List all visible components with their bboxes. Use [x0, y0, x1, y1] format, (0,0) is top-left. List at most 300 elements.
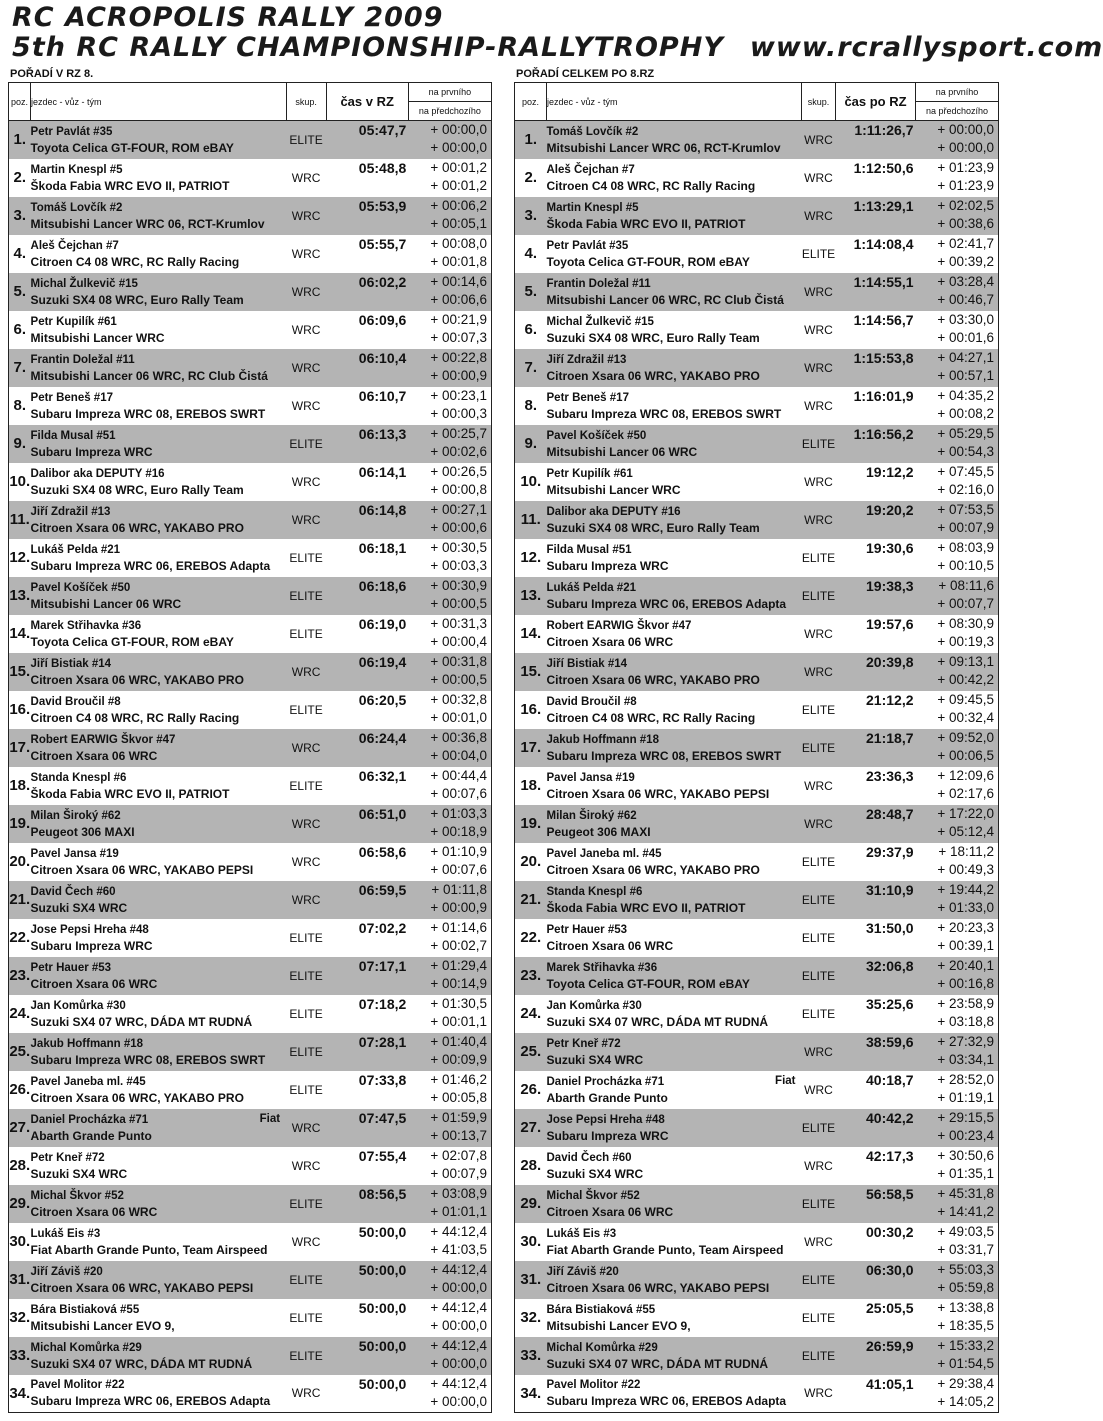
gap-to-previous: + 00:04,0	[430, 747, 487, 763]
time-cell: 06:32,1	[358, 767, 407, 784]
gap-to-previous: + 00:00,5	[430, 671, 487, 687]
table-row	[515, 1109, 999, 1147]
table-row	[515, 729, 999, 767]
driver-name: Milan Široký #62	[546, 809, 637, 822]
gap-cell	[916, 995, 999, 1033]
driver-name: Michal Žulkevič #15	[546, 315, 654, 328]
car-team: Suzuki SX4 08 WRC, Euro Rally Team	[30, 292, 244, 307]
col-driver-header: jezdec - vůz - tým	[31, 83, 287, 121]
table-row	[9, 1071, 492, 1109]
position-cell: 11.	[520, 511, 541, 528]
time-cell: 50:00,0	[358, 1299, 407, 1316]
gap-to-first: + 05:29,5	[937, 425, 994, 441]
group-cell: WRC	[804, 778, 833, 793]
gap-to-first: + 29:15,5	[937, 1109, 994, 1125]
table-row	[515, 957, 999, 995]
gap-to-first: + 00:25,7	[430, 425, 487, 441]
position-cell: 5.	[524, 283, 537, 300]
table-row	[515, 653, 999, 691]
group-cell: WRC	[291, 1386, 321, 1401]
table-row	[515, 235, 999, 273]
gap-cell	[408, 1033, 491, 1071]
gap-to-previous: + 00:00,3	[430, 405, 487, 421]
position-cell: 17.	[520, 739, 542, 756]
driver-name: Jiří Bistiak #14	[30, 657, 112, 670]
col-prev-header: na předchozího	[408, 102, 491, 121]
driver-cell	[547, 729, 802, 767]
table-row	[9, 843, 492, 881]
table-row	[515, 767, 999, 805]
driver-cell	[547, 1299, 802, 1337]
page-subtitle	[12, 32, 1103, 63]
gap-to-previous: + 00:46,7	[937, 291, 994, 307]
group-cell: WRC	[804, 398, 833, 413]
gap-cell	[408, 539, 491, 577]
position-cell: 16.	[520, 701, 542, 718]
gap-to-previous: + 00:57,1	[937, 367, 994, 383]
driver-name: Petr Kneř #72	[546, 1037, 621, 1050]
position-cell: 10.	[9, 473, 31, 490]
car-team: Citroen Xsara 06 WRC, YAKABO PRO	[30, 1090, 244, 1105]
car-team: Citroen Xsara 06 WRC, YAKABO PRO	[546, 368, 760, 383]
gap-to-first: + 00:21,9	[430, 311, 487, 327]
gap-to-previous: + 01:19,1	[937, 1089, 994, 1105]
gap-to-first: + 07:45,5	[937, 463, 994, 479]
driver-name: Aleš Čejchan #7	[546, 163, 635, 176]
position-cell: 33.	[520, 1347, 542, 1364]
gap-cell	[408, 273, 491, 311]
driver-name: Pavel Jansa #19	[30, 847, 119, 860]
driver-name: Michal Škvor #52	[546, 1189, 640, 1202]
gap-to-first: + 09:13,1	[937, 653, 994, 669]
gap-to-first: + 44:12,4	[430, 1375, 487, 1391]
time-cell: 1:14:56,7	[853, 311, 914, 328]
gap-to-first: + 00:30,5	[430, 539, 487, 555]
group-cell: WRC	[804, 1234, 833, 1249]
position-cell: 23.	[520, 967, 542, 984]
group-cell: ELITE	[289, 968, 323, 983]
gap-to-first: + 01:03,3	[430, 805, 487, 821]
position-cell: 8.	[524, 397, 537, 414]
driver-name: Petr Hauer #53	[546, 923, 628, 936]
gap-to-first: + 20:23,3	[937, 919, 994, 935]
table-row	[515, 425, 999, 463]
position-cell: 15.	[9, 663, 31, 680]
driver-name: Lukáš Eis #3	[30, 1227, 101, 1240]
gap-to-previous: + 00:05,8	[430, 1089, 487, 1105]
gap-to-previous: + 00:00,0	[430, 140, 487, 155]
car-team: Citroen Xsara 06 WRC, YAKABO PEPSI	[546, 1280, 770, 1295]
group-cell: WRC	[291, 854, 321, 869]
group-cell: WRC	[804, 512, 833, 527]
time-cell: 1:15:53,8	[853, 349, 914, 366]
car-team: Abarth Grande Punto	[30, 1128, 152, 1143]
time-cell: 50:00,0	[358, 1337, 407, 1354]
gap-to-previous: + 01:33,0	[937, 899, 994, 915]
driver-name: Standa Knespl #6	[30, 771, 127, 784]
gap-cell	[916, 501, 999, 539]
car-team: Citroen Xsara 06 WRC, YAKABO PEPSI	[30, 1280, 254, 1295]
driver-cell	[31, 729, 287, 767]
time-cell: 1:14:08,4	[853, 235, 914, 252]
gap-to-first: + 00:23,1	[430, 387, 487, 403]
group-cell: ELITE	[289, 132, 323, 147]
position-cell: 26.	[520, 1081, 542, 1098]
car-team: Subaru Impreza WRC 06, EREBOS Adapta	[30, 1394, 271, 1409]
gap-cell	[916, 729, 999, 767]
group-cell: WRC	[291, 246, 321, 261]
gap-to-previous: + 00:49,3	[937, 861, 994, 877]
group-cell: WRC	[291, 398, 321, 413]
table-row	[9, 235, 492, 273]
driver-name: Michal Komůrka #29	[546, 1341, 658, 1354]
group-cell: WRC	[291, 208, 321, 223]
gap-to-first: + 00:06,2	[430, 197, 487, 213]
gap-cell	[408, 1071, 491, 1109]
car-team: Citroen Xsara 06 WRC	[30, 748, 158, 763]
car-team: Mitsubishi Lancer EVO 9,	[546, 1318, 691, 1333]
driver-name: Robert EARWIG Škvor #47	[30, 733, 176, 746]
time-cell: 20:39,8	[866, 653, 914, 670]
stage-results-body	[9, 121, 492, 1413]
time-cell: 05:47,7	[358, 122, 407, 138]
driver-cell	[547, 349, 802, 387]
gap-cell	[408, 1337, 491, 1375]
driver-cell	[31, 1033, 287, 1071]
gap-cell	[408, 577, 491, 615]
gap-to-first: + 17:22,0	[937, 805, 994, 821]
group-cell: WRC	[804, 284, 833, 299]
gap-to-first: + 44:12,4	[430, 1261, 487, 1277]
position-cell: 21.	[520, 891, 542, 908]
col-driver-header: jezdec - vůz - tým	[547, 83, 802, 121]
position-cell: 20.	[520, 853, 542, 870]
gap-cell	[408, 919, 491, 957]
gap-to-first: + 20:40,1	[937, 957, 994, 973]
driver-cell	[547, 577, 802, 615]
gap-cell	[408, 995, 491, 1033]
table-row	[9, 1109, 492, 1147]
car-team: Subaru Impreza WRC 08, EREBOS SWRT	[30, 1052, 266, 1067]
position-cell: 9.	[524, 435, 537, 452]
car-team: Subaru Impreza WRC	[546, 558, 669, 573]
gap-cell	[916, 615, 999, 653]
driver-cell	[31, 919, 287, 957]
gap-to-first: + 29:38,4	[937, 1375, 994, 1391]
group-cell: ELITE	[289, 930, 323, 945]
group-cell: ELITE	[801, 1310, 836, 1325]
car-team: Suzuki SX4 08 WRC, Euro Rally Team	[546, 330, 760, 345]
time-cell: 1:11:26,7	[854, 122, 914, 138]
car-team: Citroen Xsara 06 WRC	[546, 1204, 674, 1219]
gap-to-first: + 00:44,4	[430, 767, 487, 783]
table-row	[9, 1223, 492, 1261]
col-prev-header: na předchozího	[916, 102, 999, 121]
driver-cell	[31, 995, 287, 1033]
driver-cell	[31, 235, 287, 273]
gap-to-first: + 01:10,9	[430, 843, 487, 859]
gap-to-previous: + 01:54,5	[937, 1355, 994, 1371]
table-row	[515, 1223, 999, 1261]
car-team: Suzuki SX4 07 WRC, DÁDA MT RUDNÁ	[546, 1356, 769, 1371]
car-team: Subaru Impreza WRC 06, EREBOS Adapta	[546, 596, 787, 611]
car-team: Citroen Xsara 06 WRC, YAKABO PRO	[30, 672, 244, 687]
group-cell: ELITE	[289, 1348, 323, 1363]
driver-name: Jiří Záviš #20	[546, 1265, 619, 1278]
driver-name: Daniel Procházka #71	[546, 1075, 665, 1088]
group-cell: WRC	[291, 170, 321, 185]
table-row	[9, 349, 492, 387]
gap-cell	[408, 463, 491, 501]
position-cell: 25.	[520, 1043, 542, 1060]
gap-to-previous: + 00:14,9	[430, 975, 487, 991]
car-team: Fiat Abarth Grande Punto, Team Airspeed	[30, 1242, 268, 1257]
time-cell: 06:09,6	[358, 311, 407, 328]
group-cell: ELITE	[801, 892, 836, 907]
car-team: Mitsubishi Lancer 06 WRC	[546, 444, 698, 459]
position-cell: 29.	[9, 1195, 31, 1212]
group-cell: ELITE	[289, 626, 323, 641]
driver-name: Jiří Zdražil #13	[30, 505, 111, 518]
table-row	[515, 121, 999, 159]
driver-cell	[31, 501, 287, 539]
car-team: Subaru Impreza WRC	[30, 444, 153, 459]
table-row	[9, 463, 492, 501]
gap-cell	[916, 349, 999, 387]
gap-to-previous: + 00:00,0	[937, 140, 994, 155]
overall-results-body	[515, 121, 999, 1413]
table-row	[9, 159, 492, 197]
driver-cell	[547, 159, 802, 197]
group-cell: WRC	[291, 284, 321, 299]
gap-to-previous: + 00:00,4	[430, 633, 487, 649]
gap-cell	[916, 1109, 999, 1147]
time-cell: 41:05,1	[866, 1375, 914, 1392]
group-cell: ELITE	[801, 1348, 836, 1363]
driver-name: Marek Střihavka #36	[30, 619, 142, 632]
time-cell: 05:55,7	[358, 235, 407, 252]
driver-name: David Broučil #8	[546, 695, 637, 708]
gap-cell	[916, 1337, 999, 1375]
time-cell: 00:30,2	[866, 1223, 914, 1240]
driver-cell	[547, 501, 802, 539]
gap-to-first: + 00:32,8	[430, 691, 487, 707]
gap-cell	[408, 1185, 491, 1223]
time-cell: 06:14,1	[358, 463, 407, 480]
gap-to-first: + 02:02,5	[937, 197, 994, 213]
driver-cell	[31, 387, 287, 425]
position-cell: 12.	[9, 549, 31, 566]
gap-to-first: + 00:01,2	[430, 159, 487, 175]
car-team: Subaru Impreza WRC 06, EREBOS Adapta	[30, 558, 271, 573]
table-row	[515, 615, 999, 653]
gap-to-previous: + 00:07,9	[430, 1165, 487, 1181]
group-cell: WRC	[291, 360, 321, 375]
car-team: Subaru Impreza WRC 08, EREBOS SWRT	[30, 406, 266, 421]
group-cell: ELITE	[801, 246, 836, 261]
stage-results-table	[8, 82, 492, 1413]
group-cell: WRC	[291, 322, 321, 337]
position-cell: 1.	[524, 131, 537, 149]
gap-to-first: + 01:59,9	[430, 1109, 487, 1125]
table-row	[9, 805, 492, 843]
table-row	[515, 1261, 999, 1299]
gap-cell	[408, 501, 491, 539]
car-team: Citroen C4 08 WRC, RC Rally Racing	[546, 178, 756, 193]
time-cell: 06:18,6	[358, 577, 407, 594]
position-cell: 30.	[520, 1233, 542, 1250]
time-cell: 19:30,6	[866, 539, 914, 556]
driver-cell	[547, 957, 802, 995]
group-cell: WRC	[804, 1082, 833, 1097]
driver-name: Petr Hauer #53	[30, 961, 112, 974]
driver-name: Jakub Hoffmann #18	[546, 733, 659, 746]
car-team: Mitsubishi Lancer WRC	[30, 330, 165, 345]
driver-name: Pavel Košíček #50	[30, 581, 131, 594]
time-cell: 38:59,6	[866, 1033, 914, 1050]
driver-name: Michal Žulkevič #15	[30, 277, 138, 290]
group-cell: WRC	[291, 474, 321, 489]
gap-cell	[408, 729, 491, 767]
group-cell: WRC	[804, 664, 833, 679]
position-cell: 13.	[520, 587, 542, 604]
car-team: Fiat Abarth Grande Punto, Team Airspeed	[546, 1242, 784, 1257]
driver-cell	[31, 1223, 287, 1261]
group-cell: WRC	[291, 1158, 321, 1173]
gap-to-previous: + 00:07,6	[430, 785, 487, 801]
gap-to-previous: + 00:06,5	[937, 747, 994, 763]
driver-name: Petr Pavlát #35	[546, 239, 629, 252]
table-row	[9, 1337, 492, 1375]
gap-to-previous: + 00:05,1	[430, 215, 487, 231]
group-cell: ELITE	[801, 740, 836, 755]
driver-name: Pavel Jansa #19	[546, 771, 635, 784]
gap-cell	[408, 691, 491, 729]
car-team: Citroen C4 08 WRC, RC Rally Racing	[546, 710, 756, 725]
gap-to-previous: + 00:19,3	[937, 633, 994, 649]
table-row	[515, 1033, 999, 1071]
group-cell: ELITE	[801, 1272, 836, 1287]
driver-name: Petr Kupilík #61	[30, 315, 117, 328]
position-cell: 16.	[9, 701, 31, 718]
table-row	[9, 539, 492, 577]
time-cell: 06:18,1	[358, 539, 407, 556]
time-cell: 06:14,8	[358, 501, 407, 518]
car-make-note: Fiat	[259, 1112, 281, 1125]
position-cell: 14.	[9, 625, 31, 642]
group-cell: ELITE	[289, 702, 323, 717]
gap-cell	[408, 197, 491, 235]
position-cell: 17.	[9, 739, 31, 756]
gap-to-first: + 15:33,2	[937, 1337, 994, 1353]
position-cell: 9.	[13, 435, 27, 452]
position-cell: 34.	[9, 1384, 31, 1402]
time-cell: 06:20,5	[358, 691, 407, 708]
group-cell: WRC	[804, 360, 833, 375]
gap-cell	[916, 463, 999, 501]
car-team: Suzuki SX4 08 WRC, Euro Rally Team	[546, 520, 760, 535]
table-row	[9, 121, 492, 159]
gap-cell	[916, 387, 999, 425]
group-cell: WRC	[804, 626, 833, 641]
gap-to-first: + 00:30,9	[430, 577, 487, 593]
driver-cell	[31, 1185, 287, 1223]
driver-name: Pavel Košíček #50	[546, 429, 647, 442]
group-cell: ELITE	[289, 588, 323, 603]
car-team: Citroen Xsara 06 WRC	[30, 1204, 158, 1219]
gap-cell	[408, 1223, 491, 1261]
overall-results-table	[514, 82, 999, 1413]
gap-to-first: + 02:07,8	[430, 1147, 487, 1163]
group-cell: WRC	[291, 1234, 321, 1249]
driver-cell	[31, 273, 287, 311]
driver-cell	[31, 539, 287, 577]
driver-name: Pavel Molitor #22	[30, 1379, 125, 1392]
driver-name: Filda Musal #51	[546, 543, 632, 556]
position-cell: 24.	[9, 1005, 31, 1022]
gap-to-first: + 01:46,2	[430, 1071, 487, 1087]
gap-cell	[408, 121, 491, 159]
table-row	[9, 1261, 492, 1299]
driver-cell	[547, 691, 802, 729]
col-group-header: skup.	[286, 83, 326, 121]
driver-name: Pavel Janeba ml. #45	[30, 1075, 146, 1088]
time-cell: 50:00,0	[358, 1223, 407, 1240]
driver-name: David Čech #60	[546, 1151, 632, 1164]
time-cell: 06:59,5	[358, 881, 407, 898]
group-cell: WRC	[804, 170, 833, 185]
car-team: Citroen Xsara 06 WRC, YAKABO PRO	[30, 520, 244, 535]
gap-to-first: + 18:11,2	[938, 843, 994, 859]
group-cell: ELITE	[289, 1006, 323, 1021]
group-cell: ELITE	[289, 1082, 323, 1097]
gap-cell	[408, 235, 491, 273]
gap-to-previous: + 14:05,2	[937, 1393, 994, 1409]
page-title: RC ACROPOLIS RALLY 2009	[12, 2, 444, 33]
table-row	[515, 273, 999, 311]
driver-name: Dalibor aka DEPUTY #16	[30, 467, 165, 480]
time-cell: 40:18,7	[866, 1071, 914, 1088]
group-cell: WRC	[804, 1044, 833, 1059]
gap-to-previous: + 00:06,6	[430, 291, 487, 307]
driver-cell	[31, 1147, 287, 1185]
gap-to-previous: + 01:23,9	[937, 177, 994, 193]
driver-cell	[31, 1261, 287, 1299]
table-row	[515, 387, 999, 425]
table-row	[515, 919, 999, 957]
driver-name: Dalibor aka DEPUTY #16	[546, 505, 681, 518]
gap-to-previous: + 00:08,2	[937, 405, 994, 421]
driver-cell	[547, 197, 802, 235]
gap-to-previous: + 00:01,2	[430, 177, 487, 193]
position-cell: 21.	[9, 891, 31, 908]
gap-to-previous: + 00:00,9	[430, 899, 487, 915]
group-cell: ELITE	[801, 1196, 836, 1211]
gap-to-previous: + 00:02,6	[430, 443, 487, 459]
position-cell: 32.	[9, 1309, 31, 1326]
driver-name: Michal Komůrka #29	[30, 1341, 142, 1354]
gap-cell	[916, 1147, 999, 1185]
gap-cell	[408, 653, 491, 691]
time-cell: 35:25,6	[866, 995, 914, 1012]
time-cell: 07:18,2	[358, 995, 407, 1012]
car-team: Citroen Xsara 06 WRC	[546, 634, 674, 649]
gap-to-previous: + 00:00,0	[430, 1279, 487, 1295]
driver-cell	[31, 311, 287, 349]
car-team: Mitsubishi Lancer EVO 9,	[30, 1318, 175, 1333]
car-team: Toyota Celica GT-FOUR, ROM eBAY	[30, 634, 234, 649]
gap-to-previous: + 05:12,4	[937, 823, 994, 839]
